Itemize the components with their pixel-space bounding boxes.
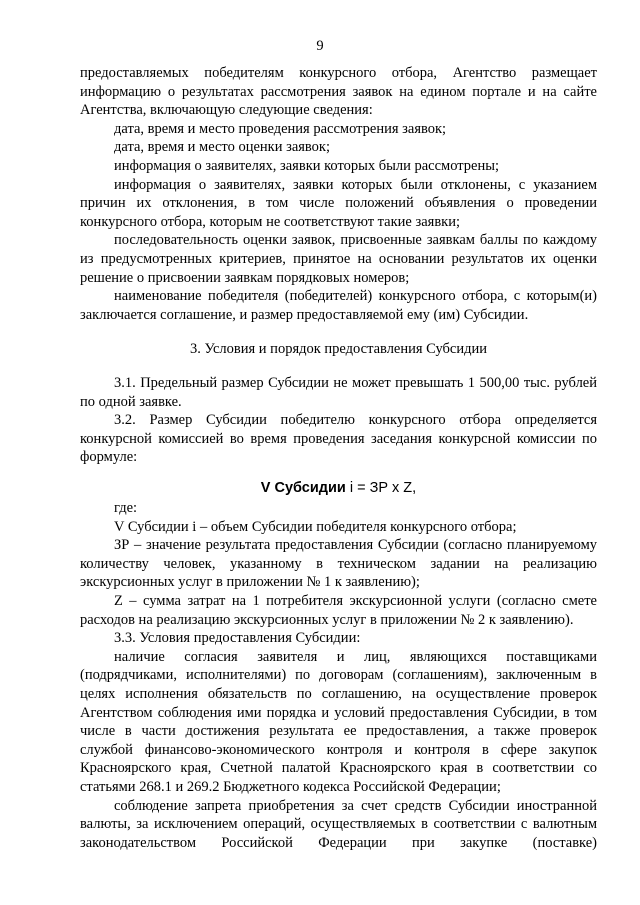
paragraph-zr: ЗР – значение результата предоставления Субсидии (согласно планируемому количеству человек, указанному в техническом задании на реализацию экскурсионных услуг в приложении № 1 к заявлению); xyxy=(80,537,597,591)
section-3-intro-block xyxy=(80,374,597,467)
section-heading-block xyxy=(80,340,597,359)
paragraph-v-subsidy: V Субсидии i – объем Субсидии победителя конкурсного отбора; xyxy=(114,518,517,535)
list-item-reviewed-applicants: информация о заявителях, заявки которых были рассмотрены; xyxy=(114,157,500,174)
formula-explanation-block xyxy=(80,499,597,852)
paragraph-3-1: 3.1. Предельный размер Субсидии не может превышать 1 500,00 тыс. рублей по одной заявке. xyxy=(80,375,597,410)
section-heading: 3. Условия и порядок предоставления Субсидии xyxy=(189,341,488,357)
list-item-evaluation-sequence: последовательность оценки заявок, присвоенные заявкам баллы по каждому из предусмотренных критериев, принятое на основании результатов их оценки решение о присвоении заявкам порядковых номеров; xyxy=(80,232,597,286)
formula-index: i xyxy=(345,480,354,496)
list-item-rejected-applicants: информация о заявителях, заявки которых были отклонены, с указанием причин их отклонения, в том числе положений объявления о проведении конкурсного отбора, которым не соответствуют такие заявки; xyxy=(80,176,597,230)
results-publication-block xyxy=(80,64,597,324)
paragraph-3-2: 3.2. Размер Субсидии победителю конкурсного отбора определяется конкурсной комиссией во время проведения заседания конкурсной комиссии по формуле: xyxy=(80,412,597,466)
paragraph-z: Z – сумма затрат на 1 потребителя экскурсионной услуги (согласно смете расходов на реализацию экскурсионных услуг в приложении № 2 к заявлению). xyxy=(80,592,597,628)
formula-block xyxy=(80,479,597,498)
paragraph-consent: наличие согласия заявителя и лиц, являющихся поставщиками (подрядчиками, исполнителями) по договорам (соглашениям), заключенным в целях исполнения обязательств по соглашению, на осуществление проверок Агентством соблюдения ими порядка и условий предоставления Субсидии, в том числе в части достижения результата ее предоставления, а также проверок службой финансово-экономического контроля и контроля в сфере закупок Красноярского края, Счетной палатой Красноярского края в соответствии со статьями 268.1 и 269.2 Бюджетного кодекса Российской Федерации; xyxy=(80,648,597,795)
paragraph-3-3: 3.3. Условия предоставления Субсидии: xyxy=(114,630,361,647)
subsidy-formula xyxy=(80,479,597,498)
formula-left: V Субсидии xyxy=(260,480,346,496)
list-item-winner-name: наименование победителя (победителей) конкурсного отбора, с которым(и) заключается соглашение, и размер предоставляемой ему (им) Субсидии. xyxy=(80,288,597,323)
list-item-evaluation-date: дата, время и место оценки заявок; xyxy=(114,139,330,156)
formula-right: = ЗР x Z, xyxy=(353,480,417,496)
list-item-review-date: дата, время и место проведения рассмотрения заявок; xyxy=(114,120,447,137)
paragraph-currency-ban: соблюдение запрета приобретения за счет средств Субсидии иностранной валюты, за исключением операций, осуществляемых в соответствии с валютным законодательством Российской Федерации при закупке (поставке) xyxy=(80,797,597,851)
paragraph-intro: предоставляемых победителям конкурсного отбора, Агентство размещает информацию о результатах рассмотрения заявок на едином портале и на сайте Агентства, включающую следующие сведения: xyxy=(80,65,597,119)
paragraph-where: где: xyxy=(114,500,138,516)
page-number: 9 xyxy=(316,38,324,54)
